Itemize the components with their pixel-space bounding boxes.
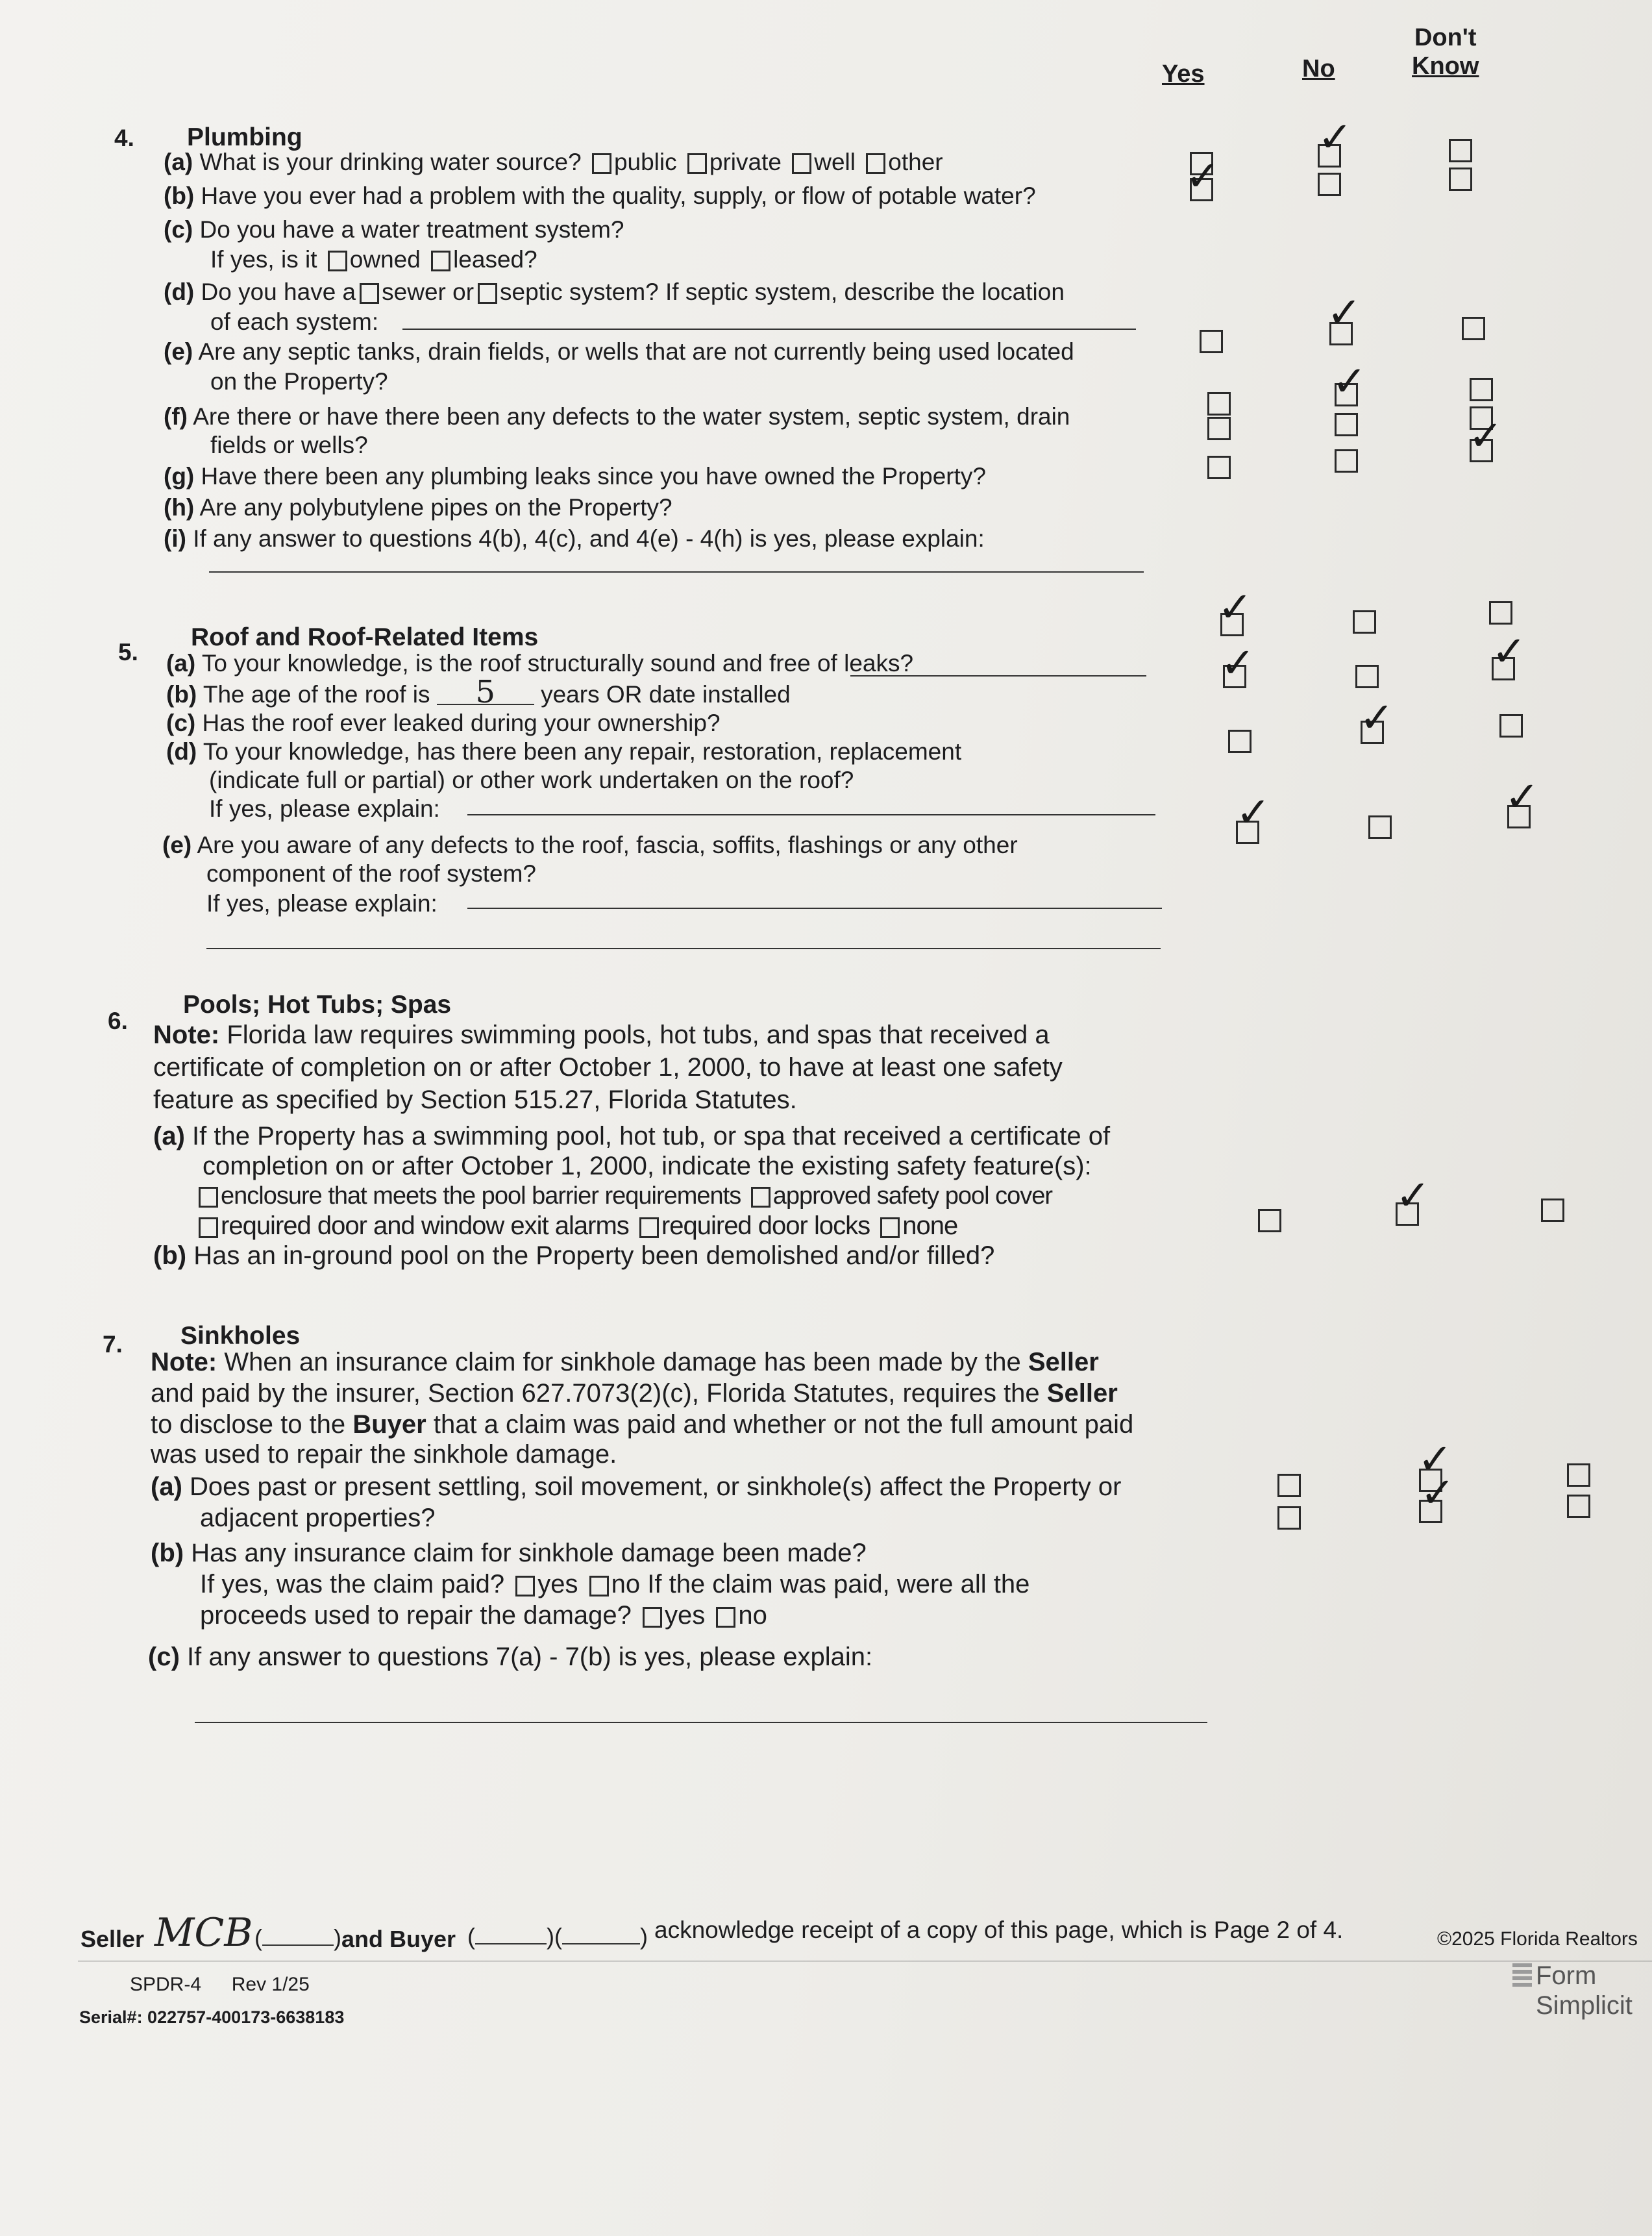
header-dont-know-line2: Know [1412, 53, 1479, 80]
q6a-enclosure-label: enclosure that meets the pool barrier requirements [221, 1182, 741, 1210]
q6a [153, 1122, 1110, 1150]
q4e-text2: on the Property? [210, 368, 388, 395]
q6a-options-row1 [199, 1182, 1052, 1210]
q7b-text4: proceeds used to repair the damage? [200, 1601, 632, 1630]
q6b-no-checkmark: ✓ [1396, 1172, 1431, 1220]
q6a-none-label: none [902, 1211, 958, 1240]
q7a-yes-checkbox[interactable] [1277, 1474, 1301, 1497]
q5d-text3: If yes, please explain: [209, 795, 440, 822]
footer-serial: Serial#: 022757-400173-6638183 [79, 2007, 345, 2027]
section-5-number: 5. [118, 639, 138, 665]
s7-note-text3c: that a claim was paid and whether or not the full amount paid [433, 1410, 1134, 1439]
q5e-text3: If yes, please explain: [206, 890, 438, 917]
q4i [164, 525, 985, 553]
q7b-no-checkmark: ✓ [1420, 1469, 1455, 1517]
q6a-enclosure-checkbox[interactable] [199, 1187, 218, 1208]
q4d-sewer-checkbox[interactable] [360, 283, 379, 304]
q4d-answer-line[interactable] [402, 329, 1136, 330]
q7c [148, 1643, 872, 1671]
q4c-text: Do you have a water treatment system? [199, 216, 624, 243]
q4e [164, 338, 1074, 366]
q6a-exit-alarms-checkbox[interactable] [199, 1217, 218, 1238]
q4g-no-checkbox[interactable] [1335, 413, 1358, 436]
q6a-door-locks-checkbox[interactable] [639, 1217, 659, 1238]
q4f-dontknow-checkbox[interactable] [1470, 378, 1493, 401]
q4c-label: (c) [164, 216, 193, 243]
q4i-answer-line[interactable] [209, 571, 1144, 573]
s7-note-line1 [151, 1348, 1099, 1376]
section-7-title: Sinkholes [180, 1322, 301, 1350]
q5d-label: (d) [166, 738, 197, 765]
section-4-title: Plumbing [187, 123, 302, 151]
seller-initials-signature[interactable]: MCB [154, 1910, 253, 1956]
q5a [166, 649, 913, 678]
q4i-text: If any answer to questions 4(b), 4(c), and 4(e) - 4(h) is yes, please explain: [193, 525, 985, 552]
s6-note-text2: certificate of completion on or after October 1, 2000, to have at least one safety [153, 1053, 1063, 1082]
q7b-proceeds-no-label: no [738, 1601, 767, 1630]
q7b-dontknow-checkbox[interactable] [1567, 1495, 1590, 1518]
q5d-dontknow-checkbox[interactable] [1499, 714, 1523, 738]
q4h-dontknow-checkmark: ✓ [1468, 412, 1503, 460]
q4a [164, 148, 943, 177]
q7b-proceeds-yes-label: yes [665, 1601, 706, 1630]
q4d-sewer-label: sewer or [382, 279, 475, 305]
q7b-label: (b) [151, 1539, 184, 1567]
header-dont-know-line1: Don't [1414, 24, 1477, 51]
s7-note-text3b: Buyer [352, 1410, 426, 1439]
q5b-text1: The age of the roof is [203, 681, 430, 708]
q4a-public-checkbox[interactable] [592, 153, 611, 174]
q7a-label: (a) [151, 1472, 182, 1501]
q4g-label: (g) [164, 463, 195, 490]
q7c-label: (c) [148, 1643, 180, 1671]
s6-note-text3: feature as specified by Section 515.27, Florida Statutes. [153, 1086, 797, 1114]
q4d-text3: of each system: [210, 308, 379, 335]
q4e-label: (e) [164, 338, 193, 365]
q7b-paid-yes-label: yes [537, 1570, 578, 1598]
q4h-text: Are any polybutylene pipes on the Property? [199, 494, 672, 521]
q4c-leased-label: leased? [453, 246, 537, 273]
q5b-text2: years OR date installed [541, 681, 791, 708]
section-7-number: 7. [103, 1331, 123, 1358]
s7-note-text2a: and paid by the insurer, Section 627.7073(2)(c), Florida Statutes, requires the [151, 1379, 1040, 1408]
q5e-answer-line-2[interactable] [206, 948, 1161, 949]
q5b-label: (b) [166, 681, 197, 708]
q7c-text: If any answer to questions 7(a) - 7(b) is yes, please explain: [187, 1643, 873, 1671]
q4a-private-checkbox[interactable] [687, 153, 707, 174]
q4b-no-checkbox[interactable] [1318, 173, 1341, 196]
q4e-yes-checkbox[interactable] [1200, 330, 1223, 353]
footer-form-id [130, 1974, 310, 1996]
q6a-text1: If the Property has a swimming pool, hot tub, or spa that received a certificate of [192, 1122, 1111, 1150]
form-simplicity-logo-icon [1512, 1963, 1532, 1988]
q4a-label: (a) [164, 149, 193, 175]
q5e-text1: Are you aware of any defects to the roof, fascia, soffits, flashings or any other [197, 832, 1018, 858]
s6-note-line1 [153, 1021, 1050, 1049]
q5b-no-checkbox[interactable] [1355, 665, 1379, 688]
q4b-yes-checkmark: ✓ [1185, 153, 1220, 201]
q7a-no-checkmark: ✓ [1418, 1435, 1453, 1484]
q6a-none-checkbox[interactable] [880, 1217, 900, 1238]
q4c-owned-label: owned [349, 246, 421, 273]
q4c-sub [210, 245, 537, 274]
footer-brand-1: Form [1536, 1961, 1597, 1990]
q5d [166, 738, 961, 766]
q4f-label: (f) [164, 403, 188, 430]
q7a-dontknow-checkbox[interactable] [1567, 1463, 1590, 1487]
q5d-answer-line[interactable] [467, 814, 1155, 815]
q4f-no-checkmark: ✓ [1332, 358, 1367, 406]
q5c [166, 709, 721, 738]
q4d-text1: Do you have a [201, 279, 356, 305]
q4f-yes-checkbox[interactable] [1207, 392, 1231, 416]
footer-and-buyer: and Buyer [341, 1926, 456, 1952]
q5e-label: (e) [162, 832, 192, 858]
footer-initials-blanks-1[interactable]: ( ) [254, 1924, 341, 1951]
section-6-number: 6. [108, 1008, 128, 1034]
q7b [151, 1539, 867, 1567]
footer-buyer-blanks[interactable]: ( )( ) [467, 1923, 648, 1950]
q4d-septic-checkbox[interactable] [478, 283, 497, 304]
q4f [164, 403, 1070, 431]
q4a-no-checkmark: ✓ [1318, 114, 1353, 162]
q4g-yes-checkbox[interactable] [1207, 417, 1231, 440]
q5a-no-checkbox[interactable] [1353, 610, 1376, 634]
s7-note-text4: was used to repair the sinkhole damage. [151, 1440, 617, 1469]
q4f-text2: fields or wells? [210, 432, 368, 458]
q4a-private-label: private [709, 149, 782, 175]
q5e-text2: component of the roof system? [206, 860, 536, 887]
q4a-text: What is your drinking water source? [199, 149, 582, 175]
q7b-paid-no-checkbox[interactable] [589, 1576, 609, 1596]
q4a-well-label: well [814, 149, 856, 175]
q4a-public-label: public [613, 149, 677, 175]
q5e-answer-line-1[interactable] [467, 908, 1162, 909]
q7b-row2 [200, 1570, 1029, 1598]
q4e-text1: Are any septic tanks, drain fields, or wells that are not currently being used located [198, 338, 1074, 365]
q7a-text1: Does past or present settling, soil movement, or sinkhole(s) affect the Property or [190, 1472, 1122, 1501]
footer-revision: Rev 1/25 [231, 1974, 310, 1995]
s6-note-text1: Florida law requires swimming pools, hot tubs, and spas that received a [227, 1021, 1050, 1049]
form-simplicity-logo [1512, 1961, 1633, 2020]
q4c-leased-checkbox[interactable] [431, 251, 450, 271]
q6b-text: Has an in-ground pool on the Property been demolished and/or filled? [193, 1241, 995, 1270]
q6b-label: (b) [153, 1241, 187, 1270]
s7-note-text3a: to disclose to the [151, 1410, 346, 1439]
q4b [164, 182, 1036, 210]
q4c-sub-text: If yes, is it [210, 246, 317, 273]
footer-form-code: SPDR-4 [130, 1974, 202, 1995]
q5a-dontknow-checkbox[interactable] [1489, 601, 1512, 625]
q7a-text2: adjacent properties? [200, 1504, 436, 1532]
header-dont-know [1412, 23, 1479, 81]
q5c-text: Has the roof ever leaked during your ownership? [202, 710, 721, 736]
q6a-exit-alarms-label: required door and window exit alarms [221, 1211, 629, 1240]
footer-copyright: ©2025 Florida Realtors [1437, 1928, 1638, 1950]
q7b-text2: If yes, was the claim paid? [200, 1570, 505, 1598]
s7-note-text2b: Seller [1046, 1379, 1118, 1408]
q5c-label: (c) [166, 710, 196, 736]
q4h [164, 493, 672, 522]
q6a-door-locks-label: required door locks [661, 1211, 870, 1240]
q6b-yes-checkbox[interactable] [1258, 1209, 1281, 1232]
q4i-label: (i) [164, 525, 186, 552]
q7b-yes-checkbox[interactable] [1277, 1506, 1301, 1530]
q5e-yes-checkmark: ✓ [1236, 789, 1271, 837]
q4g-text: Have there been any plumbing leaks since you have owned the Property? [201, 463, 986, 490]
q5e-dontknow-checkmark: ✓ [1505, 773, 1540, 821]
q6a-label: (a) [153, 1122, 185, 1150]
q5a-yes-checkmark: ✓ [1218, 584, 1253, 632]
header-no: No [1302, 55, 1335, 82]
q6a-pool-cover-checkbox[interactable] [751, 1187, 771, 1208]
q4e-dontknow-checkbox[interactable] [1462, 317, 1485, 340]
q4c-owned-checkbox[interactable] [328, 251, 347, 271]
q5d-text1: To your knowledge, has there been any repair, restoration, replacement [203, 738, 962, 765]
q4a-dontknow-checkbox[interactable] [1449, 139, 1472, 162]
q4b-label: (b) [164, 182, 195, 209]
q7a [151, 1472, 1121, 1501]
q6b [153, 1241, 994, 1270]
q5e [162, 831, 1018, 860]
q4b-text: Have you ever had a problem with the quality, supply, or flow of potable water? [201, 182, 1036, 209]
q5b-roof-age-value[interactable]: 5 [437, 680, 534, 705]
q7c-answer-line[interactable] [195, 1722, 1207, 1723]
q6a-options-row2 [199, 1211, 957, 1240]
q4h-yes-checkbox[interactable] [1207, 456, 1231, 479]
q4a-other-label: other [888, 149, 943, 175]
q7b-proceeds-yes-checkbox[interactable] [643, 1607, 662, 1628]
q4f-text1: Are there or have there been any defects to the water system, septic system, drain [193, 403, 1070, 430]
q4b-dontknow-checkbox[interactable] [1449, 168, 1472, 191]
s7-note-line3 [151, 1410, 1133, 1439]
q6b-dontknow-checkbox[interactable] [1541, 1199, 1564, 1222]
q7b-paid-yes-checkbox[interactable] [515, 1576, 535, 1596]
s6-note-label: Note: [153, 1021, 220, 1049]
q4g [164, 462, 986, 491]
section-4-number: 4. [114, 125, 134, 151]
q4a-other-checkbox[interactable] [866, 153, 885, 174]
q4h-label: (h) [164, 494, 195, 521]
q7b-text3: If the claim was paid, were all the [647, 1570, 1030, 1598]
q4e-no-checkmark: ✓ [1327, 289, 1362, 337]
header-yes: Yes [1162, 60, 1205, 88]
q4h-no-checkbox[interactable] [1335, 449, 1358, 473]
q4d [164, 278, 1065, 306]
s7-note-text1b: Seller [1028, 1348, 1099, 1376]
s7-note-label: Note: [151, 1348, 217, 1376]
footer-acknowledgement: acknowledge receipt of a copy of this page, which is Page 2 of 4. [654, 1917, 1344, 1943]
section-5-title: Roof and Roof-Related Items [191, 623, 539, 651]
q5a-label: (a) [166, 650, 196, 677]
q5b-yes-checkmark: ✓ [1220, 640, 1255, 688]
q7b-paid-no-label: no [611, 1570, 641, 1598]
q5d-yes-checkbox[interactable] [1228, 730, 1251, 753]
q4d-text2: septic system? If septic system, describe the location [500, 279, 1065, 305]
q6a-pool-cover-label: approved safety pool cover [772, 1182, 1053, 1210]
q7b-proceeds-no-checkbox[interactable] [716, 1607, 735, 1628]
q5a-text: To your knowledge, is the roof structurally sound and free of leaks? [201, 650, 914, 677]
q5d-text2: (indicate full or partial) or other work undertaken on the roof? [209, 767, 854, 793]
q5b-dontknow-checkmark: ✓ [1492, 628, 1527, 676]
q7b-text1: Has any insurance claim for sinkhole damage been made? [191, 1539, 867, 1567]
q5d-no-checkmark: ✓ [1359, 694, 1394, 742]
footer-seller-label: Seller [80, 1926, 145, 1952]
q6a-text2: completion on or after October 1, 2000, indicate the existing safety feature(s): [203, 1152, 1092, 1180]
q5b [166, 674, 791, 710]
q4d-label: (d) [164, 279, 195, 305]
q4c [164, 216, 624, 244]
s7-note-line2 [151, 1379, 1118, 1408]
section-6-title: Pools; Hot Tubs; Spas [183, 991, 452, 1019]
q5b-date-line[interactable] [850, 675, 1146, 677]
q4a-well-checkbox[interactable] [792, 153, 811, 174]
footer-brand-2: Simplicit [1536, 1991, 1633, 2020]
q7b-row3 [200, 1601, 767, 1630]
q5e-no-checkbox[interactable] [1368, 815, 1392, 839]
s7-note-text1a: When an insurance claim for sinkhole damage has been made by the [224, 1348, 1021, 1376]
